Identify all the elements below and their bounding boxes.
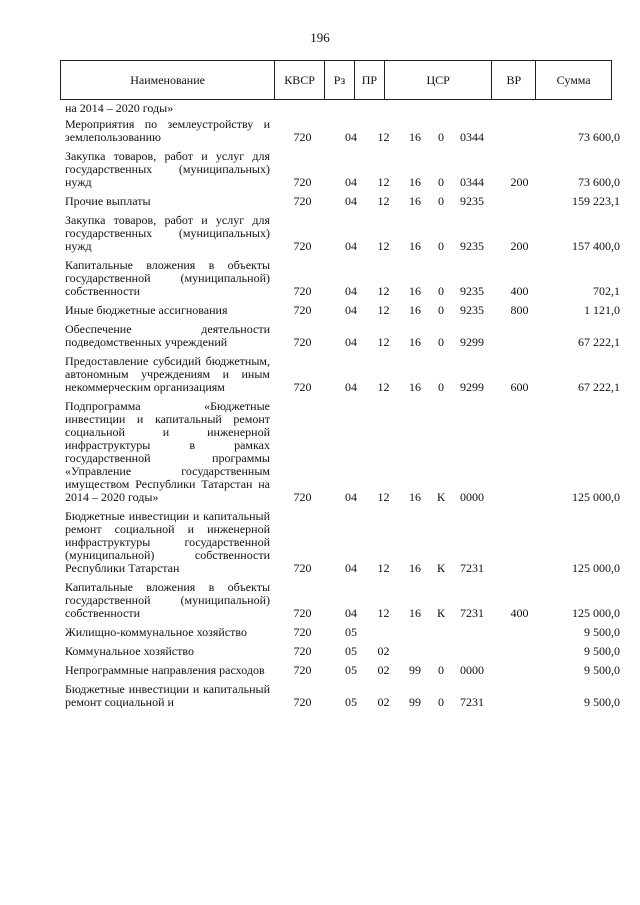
row-pr: 12 (377, 194, 390, 208)
row-name: Бюджетные инвестиции и капитальный ремонт социальной и (65, 682, 270, 709)
row-kvsr: 720 (293, 303, 312, 317)
row-rz: 05 (345, 663, 357, 677)
row-name: Обеспечение деятельности подведомственных учреждений (65, 322, 270, 349)
row-kvsr: 720 (293, 175, 312, 189)
row-csr-program: 16 (409, 490, 421, 504)
row-csr-subprogram: К (436, 490, 445, 504)
row-name: Бюджетные инвестиции и капитальный ремонт социальной и инженерной инфраструктуры государственной (муниципальной) собственности Республики Татарстан (65, 509, 270, 575)
row-kvsr: 720 (293, 239, 312, 253)
row-pr: 02 (377, 644, 390, 658)
table-row (65, 195, 625, 208)
row-sum: 125 000,0 (572, 606, 620, 620)
row-name: Жилищно-коммунальное хозяйство (65, 625, 248, 639)
row-pr: 12 (377, 335, 390, 349)
row-sum: 125 000,0 (572, 561, 620, 575)
row-pr: 12 (377, 490, 390, 504)
table-row (65, 259, 625, 298)
row-sum: 9 500,0 (584, 644, 620, 658)
row-pr: 02 (377, 695, 390, 709)
row-sum: 73 600,0 (578, 130, 620, 144)
table-row (65, 664, 625, 677)
row-csr-program: 16 (409, 606, 421, 620)
row-csr-direction: 7231 (460, 606, 484, 620)
header-vr: ВР (492, 61, 536, 99)
row-kvsr: 720 (293, 490, 312, 504)
row-rz: 05 (345, 695, 357, 709)
row-csr-program: 99 (409, 695, 421, 709)
row-sum: 73 600,0 (578, 175, 620, 189)
row-csr-program: 16 (409, 380, 421, 394)
row-kvsr: 720 (293, 625, 312, 639)
row-csr-subprogram: 0 (438, 380, 444, 394)
row-csr-direction: 0000 (460, 663, 484, 677)
table-row (65, 323, 625, 349)
row-vr: 400 (510, 284, 529, 298)
row-kvsr: 720 (293, 194, 312, 208)
row-sum: 125 000,0 (572, 490, 620, 504)
row-csr-program: 99 (409, 663, 421, 677)
row-name: Предоставление субсидий бюджетным, автономным учреждениям и иным некоммерческим организациям (65, 354, 270, 394)
header-kvsr: КВСР (275, 61, 325, 99)
row-sum: 702,1 (593, 284, 620, 298)
row-csr-subprogram: 0 (438, 663, 444, 677)
row-rz: 04 (345, 490, 357, 504)
row-rz: 04 (345, 194, 357, 208)
row-csr-subprogram: К (436, 561, 445, 575)
table-header (60, 60, 612, 100)
row-kvsr: 720 (293, 380, 312, 394)
row-rz: 04 (345, 606, 357, 620)
row-kvsr: 720 (293, 130, 312, 144)
row-name: Капитальные вложения в объекты государственной (муниципальной) собственности (65, 258, 270, 298)
row-rz: 04 (345, 303, 357, 317)
row-vr: 400 (510, 606, 529, 620)
row-rz: 04 (345, 335, 357, 349)
table-row (65, 683, 625, 709)
row-pr: 02 (377, 663, 390, 677)
row-kvsr: 720 (293, 644, 312, 658)
row-name: Иные бюджетные ассигнования (65, 303, 228, 317)
row-sum: 1 121,0 (584, 303, 620, 317)
row-pr: 12 (377, 561, 390, 575)
row-vr: 200 (510, 175, 529, 189)
row-csr-direction: 9299 (460, 380, 484, 394)
row-csr-subprogram: 0 (438, 194, 444, 208)
row-csr-program: 16 (409, 335, 421, 349)
row-kvsr: 720 (293, 695, 312, 709)
row-sum: 67 222,1 (578, 380, 620, 394)
row-pr: 12 (377, 380, 390, 394)
row-pr: 12 (377, 284, 390, 298)
row-name: Мероприятия по землеустройству и землепользованию (65, 117, 270, 144)
row-name: Прочие выплаты (65, 194, 151, 208)
row-pr: 12 (377, 303, 390, 317)
table-row (65, 510, 625, 575)
row-csr-subprogram: 0 (438, 335, 444, 349)
row-kvsr: 720 (293, 663, 312, 677)
row-sum: 159 223,1 (572, 194, 620, 208)
header-csr: ЦСР (385, 61, 493, 99)
table-row (65, 214, 625, 253)
row-csr-subprogram: К (436, 606, 445, 620)
row-kvsr: 720 (293, 335, 312, 349)
table-row (65, 150, 625, 189)
row-csr-subprogram: 0 (438, 284, 444, 298)
row-csr-direction: 9299 (460, 335, 484, 349)
row-csr-direction: 0344 (460, 175, 484, 189)
row-csr-program: 16 (409, 130, 421, 144)
row-pr: 12 (377, 130, 390, 144)
row-vr: 200 (510, 239, 529, 253)
page-number: 196 (310, 30, 330, 45)
row-csr-program: 16 (409, 239, 421, 253)
row-name: Коммунальное хозяйство (65, 644, 194, 658)
row-rz: 04 (345, 380, 357, 394)
row-rz: 04 (345, 284, 357, 298)
row-csr-program: 16 (409, 194, 421, 208)
row-pr: 12 (377, 606, 390, 620)
row-csr-direction: 7231 (460, 561, 484, 575)
row-csr-subprogram: 0 (438, 175, 444, 189)
row-csr-direction: 7231 (460, 695, 484, 709)
table-row (65, 304, 625, 317)
table-row (65, 581, 625, 620)
row-csr-direction: 0000 (460, 490, 484, 504)
row-rz: 04 (345, 130, 357, 144)
row-csr-subprogram: 0 (438, 130, 444, 144)
row-kvsr: 720 (293, 606, 312, 620)
row-csr-program: 16 (409, 284, 421, 298)
row-csr-direction: 9235 (460, 194, 484, 208)
table-row (65, 118, 625, 144)
row-csr-program: 16 (409, 175, 421, 189)
table-row (65, 400, 625, 504)
row-name: Закупка товаров, работ и услуг для государственных (муниципальных) нужд (65, 149, 270, 189)
row-vr: 600 (510, 380, 529, 394)
carryover-text: на 2014 – 2020 годы» (65, 101, 174, 115)
row-rz: 04 (345, 239, 357, 253)
row-sum: 67 222,1 (578, 335, 620, 349)
row-rz: 05 (345, 625, 357, 639)
table-body (65, 118, 625, 715)
row-kvsr: 720 (293, 284, 312, 298)
row-csr-direction: 9235 (460, 303, 484, 317)
header-pr: ПР (355, 61, 385, 99)
row-kvsr: 720 (293, 561, 312, 575)
row-csr-program: 16 (409, 561, 421, 575)
row-sum: 9 500,0 (584, 695, 620, 709)
row-sum: 9 500,0 (584, 625, 620, 639)
row-csr-subprogram: 0 (438, 303, 444, 317)
row-csr-subprogram: 0 (438, 695, 444, 709)
row-vr: 800 (510, 303, 529, 317)
row-sum: 9 500,0 (584, 663, 620, 677)
table-row (65, 355, 625, 394)
row-rz: 04 (345, 561, 357, 575)
row-rz: 05 (345, 644, 357, 658)
row-pr: 12 (377, 239, 390, 253)
row-rz: 04 (345, 175, 357, 189)
table-row (65, 626, 625, 639)
row-sum: 157 400,0 (572, 239, 620, 253)
row-name: Подпрограмма «Бюджетные инвестиции и капитальный ремонт социальной и инженерной инфраструктуры в рамках государственной программы «Управление государственным имуществом Республики Татарстан на 2014 – 2020 годы» (65, 399, 270, 504)
row-csr-subprogram: 0 (438, 239, 444, 253)
header-sum: Сумма (556, 72, 591, 87)
row-name: Непрограммные направления расходов (65, 663, 265, 677)
row-csr-direction: 9235 (460, 284, 484, 298)
row-name: Капитальные вложения в объекты государственной (муниципальной) собственности (65, 580, 270, 620)
header-name: Наименование (61, 61, 275, 99)
header-rz: Рз (325, 61, 355, 99)
row-csr-program: 16 (409, 303, 421, 317)
row-pr: 12 (377, 175, 390, 189)
row-name: Закупка товаров, работ и услуг для государственных (муниципальных) нужд (65, 213, 270, 253)
row-csr-direction: 0344 (460, 130, 484, 144)
row-csr-direction: 9235 (460, 239, 484, 253)
table-row (65, 645, 625, 658)
